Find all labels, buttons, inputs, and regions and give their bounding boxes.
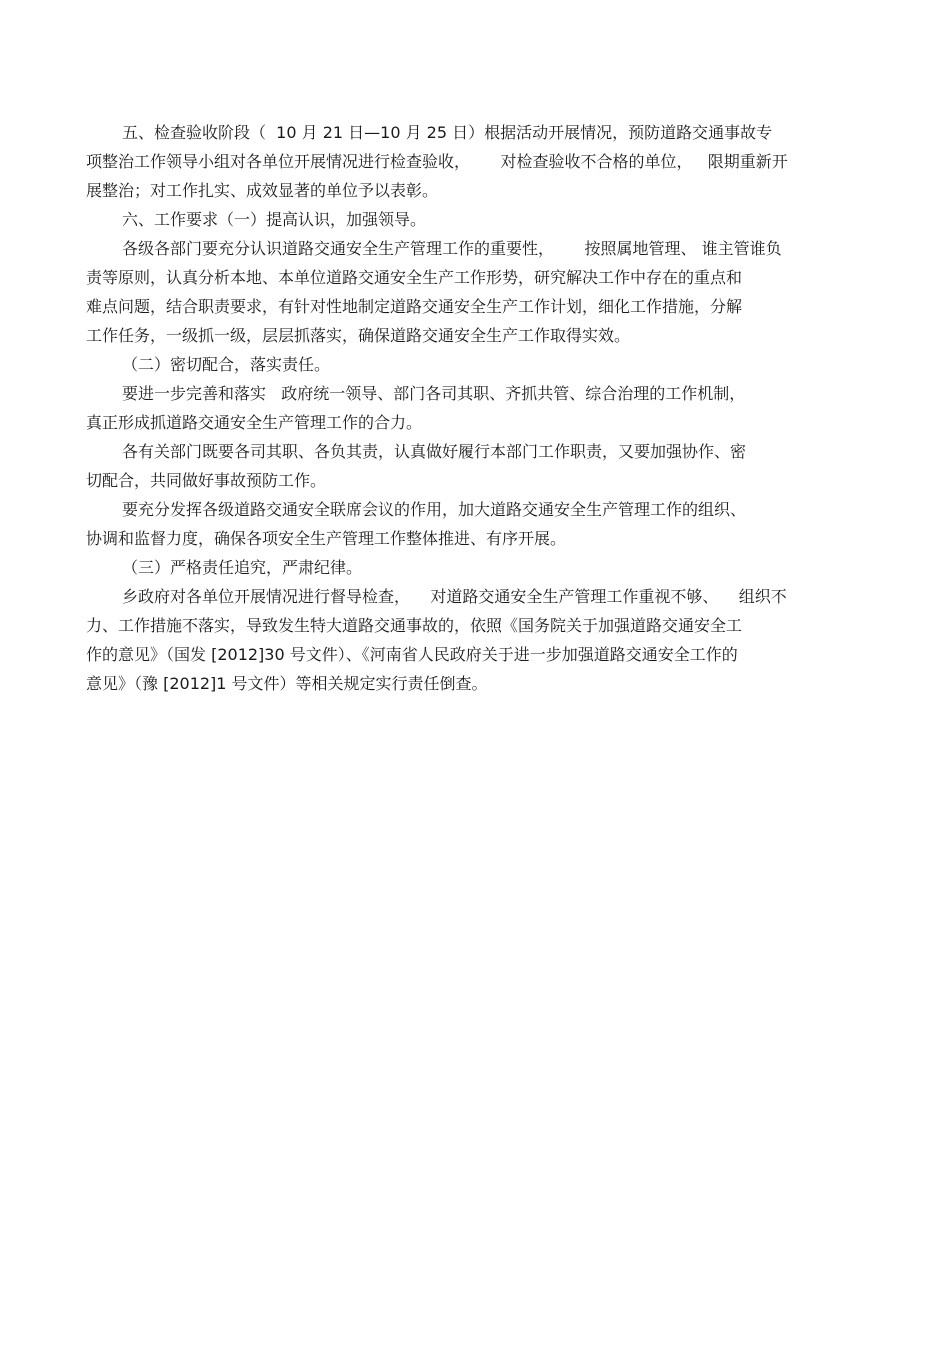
paragraph-line: 协调和监督力度，确保各项安全生产管理工作整体推进、有序开展。	[86, 529, 567, 548]
paragraph-line: 意见》（豫 [2012]1 号文件）等相关规定实行责任倒查。	[86, 674, 488, 693]
paragraph-line: 要充分发挥各级道路交通安全联席会议的作用，加大道路交通安全生产管理工作的组织、	[122, 500, 747, 519]
paragraph-line: 项整治工作领导小组对各单位开展情况进行检查验收， 对检查验收不合格的单位， 限期重新开	[86, 152, 788, 171]
paragraph-line: 要进一步完善和落实 政府统一领导、部门各司其职、齐抓共管、综合治理的工作机制，	[122, 384, 746, 403]
paragraph-line: 作的意见》（国发 [2012]30 号文件）、《河南省人民政府关于进一步加强道路交通安全工作的	[86, 645, 738, 664]
section-heading: 六、工作要求（一）提高认识，加强领导。	[122, 210, 427, 229]
paragraph-line: 展整治；对工作扎实、成效显著的单位予以表彰。	[86, 181, 439, 200]
paragraph-line: 难点问题，结合职责要求，有针对性地制定道路交通安全生产工作计划，细化工作措施，分解	[86, 297, 743, 316]
paragraph-line: 力、工作措施不落实，导致发生特大道路交通事故的，依照《国务院关于加强道路交通安全工	[86, 616, 743, 635]
paragraph-line: 责等原则，认真分析本地、本单位道路交通安全生产工作形势，研究解决工作中存在的重点和	[86, 268, 743, 287]
paragraph-line: 切配合，共同做好事故预防工作。	[86, 471, 327, 490]
paragraph-line: 各有关部门既要各司其职、各负其责，认真做好履行本部门工作职责，又要加强协作、密	[122, 442, 747, 461]
document-body	[86, 118, 866, 698]
paragraph-line: 真正形成抓道路交通安全生产管理工作的合力。	[86, 413, 423, 432]
paragraph-line: 五、检查验收阶段（ 10 月 21 日—10 月 25 日）根据活动开展情况，预防道路交通事故专	[122, 123, 773, 142]
section-heading: （三）严格责任追究，严肃纪律。	[122, 558, 363, 577]
paragraph-line: 各级各部门要充分认识道路交通安全生产管理工作的重要性， 按照属地管理、 谁主管谁负	[122, 239, 782, 258]
paragraph-line: 工作任务，一级抓一级，层层抓落实，确保道路交通安全生产工作取得实效。	[86, 326, 631, 345]
section-heading: （二）密切配合，落实责任。	[122, 355, 331, 374]
paragraph-line: 乡政府对各单位开展情况进行督导检查， 对道路交通安全生产管理工作重视不够、 组织不	[122, 587, 787, 606]
